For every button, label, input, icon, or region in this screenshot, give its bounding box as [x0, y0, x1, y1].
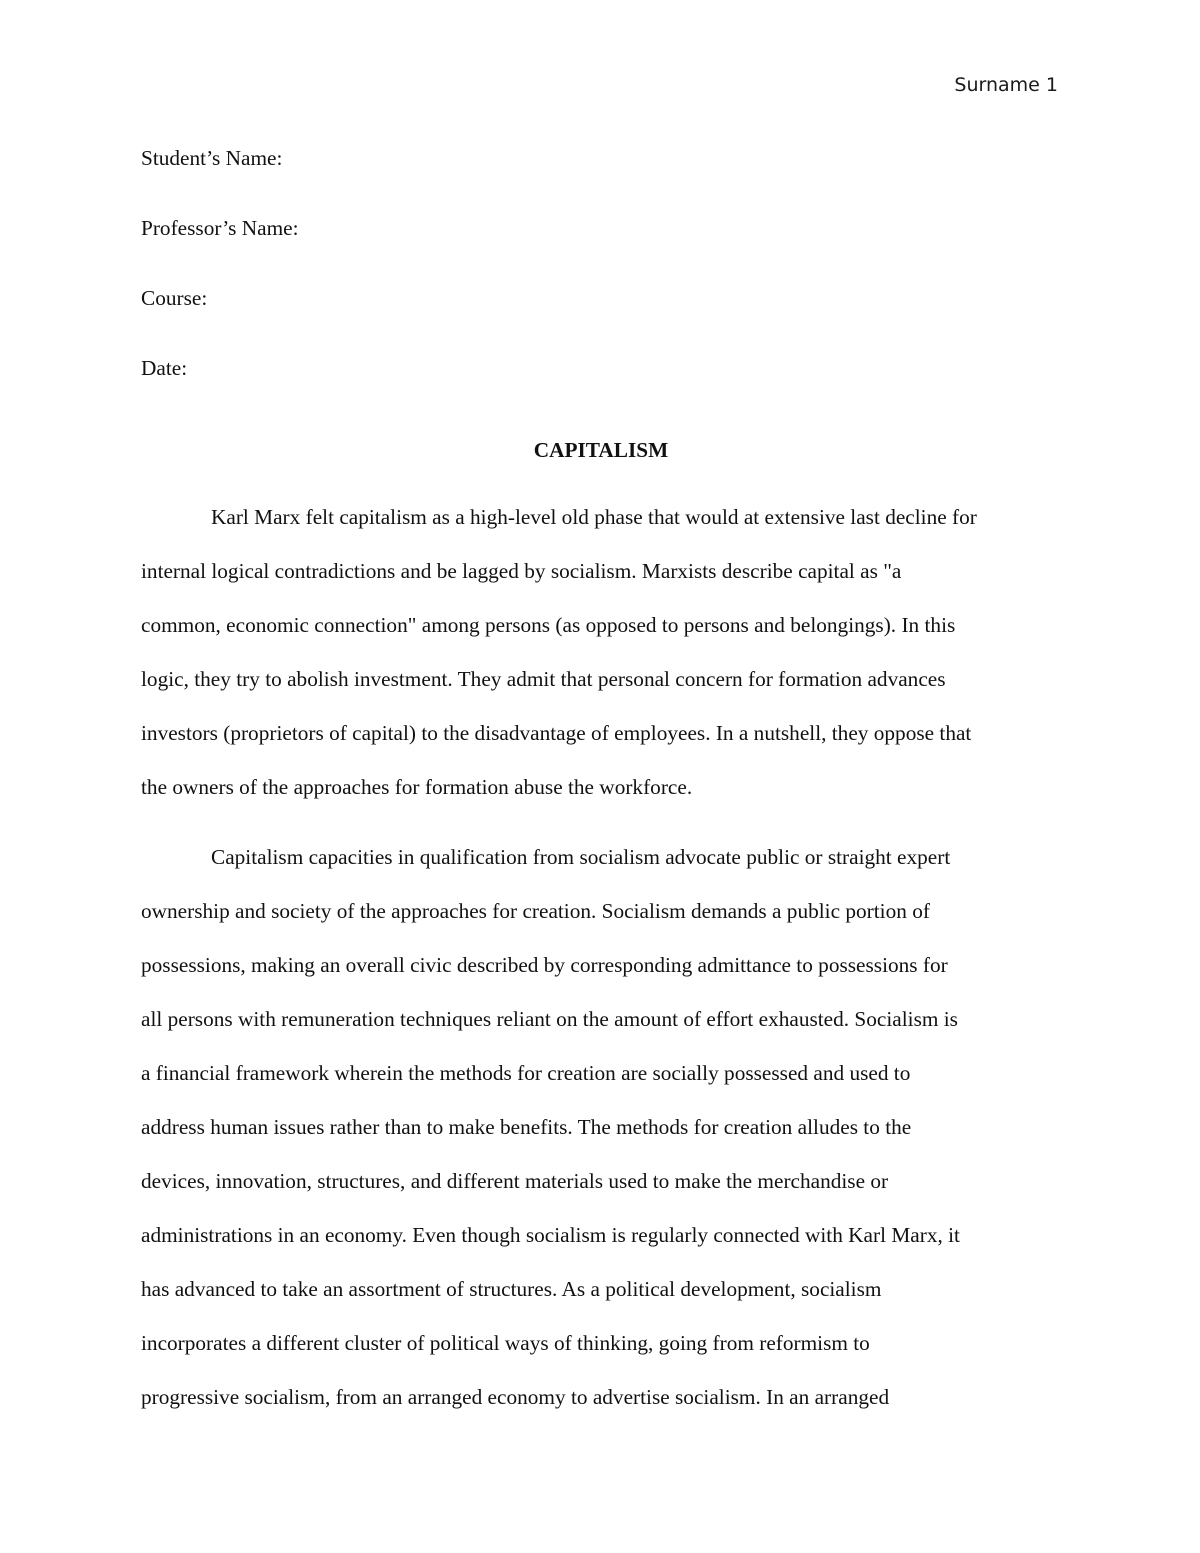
paragraph-line: ownership and society of the approaches for creation. Socialism demands a public portion of — [141, 899, 930, 923]
paragraph-line: common, economic connection" among persons (as opposed to persons and belongings). In this — [141, 613, 956, 637]
paragraph-line: Capitalism capacities in qualification from socialism advocate public or straight expert — [211, 845, 951, 869]
paragraph-line: incorporates a different cluster of political ways of thinking, going from reformism to — [141, 1331, 870, 1355]
paragraph-line: progressive socialism, from an arranged economy to advertise socialism. In an arranged — [141, 1385, 890, 1409]
paragraph-line: administrations in an economy. Even though socialism is regularly connected with Karl Marx, it — [141, 1223, 960, 1247]
paragraph-line: possessions, making an overall civic described by corresponding admittance to possessions for — [141, 953, 948, 977]
paragraph-line: all persons with remuneration techniques reliant on the amount of effort exhausted. Socialism is — [141, 1007, 958, 1031]
document-title: CAPITALISM — [533, 438, 669, 462]
paragraph-line: address human issues rather than to make benefits. The methods for creation alludes to the — [141, 1115, 912, 1139]
document-body — [141, 140, 1061, 1440]
paragraph-line: logic, they try to abolish investment. They admit that personal concern for formation advances — [141, 667, 946, 691]
date-line: Date: — [141, 356, 188, 380]
paragraph-line: investors (proprietors of capital) to the disadvantage of employees. In a nutshell, they oppose that — [141, 721, 972, 745]
paragraph-line: a financial framework wherein the methods for creation are socially possessed and used to — [141, 1061, 911, 1085]
paragraph-line: Karl Marx felt capitalism as a high-level old phase that would at extensive last decline for — [211, 505, 977, 529]
paragraph-line: the owners of the approaches for formation abuse the workforce. — [141, 775, 693, 799]
professor-name-line: Professor’s Name: — [141, 216, 299, 240]
running-head: Surname 1 — [954, 74, 1058, 96]
paragraph-line: internal logical contradictions and be lagged by socialism. Marxists describe capital as "a — [141, 559, 902, 583]
student-name-line: Student’s Name: — [141, 146, 283, 170]
paragraph-1 — [141, 490, 1061, 814]
paragraph-line: devices, innovation, structures, and different materials used to make the merchandise or — [141, 1169, 889, 1193]
course-line: Course: — [141, 286, 208, 310]
paragraph-line: has advanced to take an assortment of structures. As a political development, socialism — [141, 1277, 882, 1301]
paragraph-2 — [141, 830, 1061, 1424]
